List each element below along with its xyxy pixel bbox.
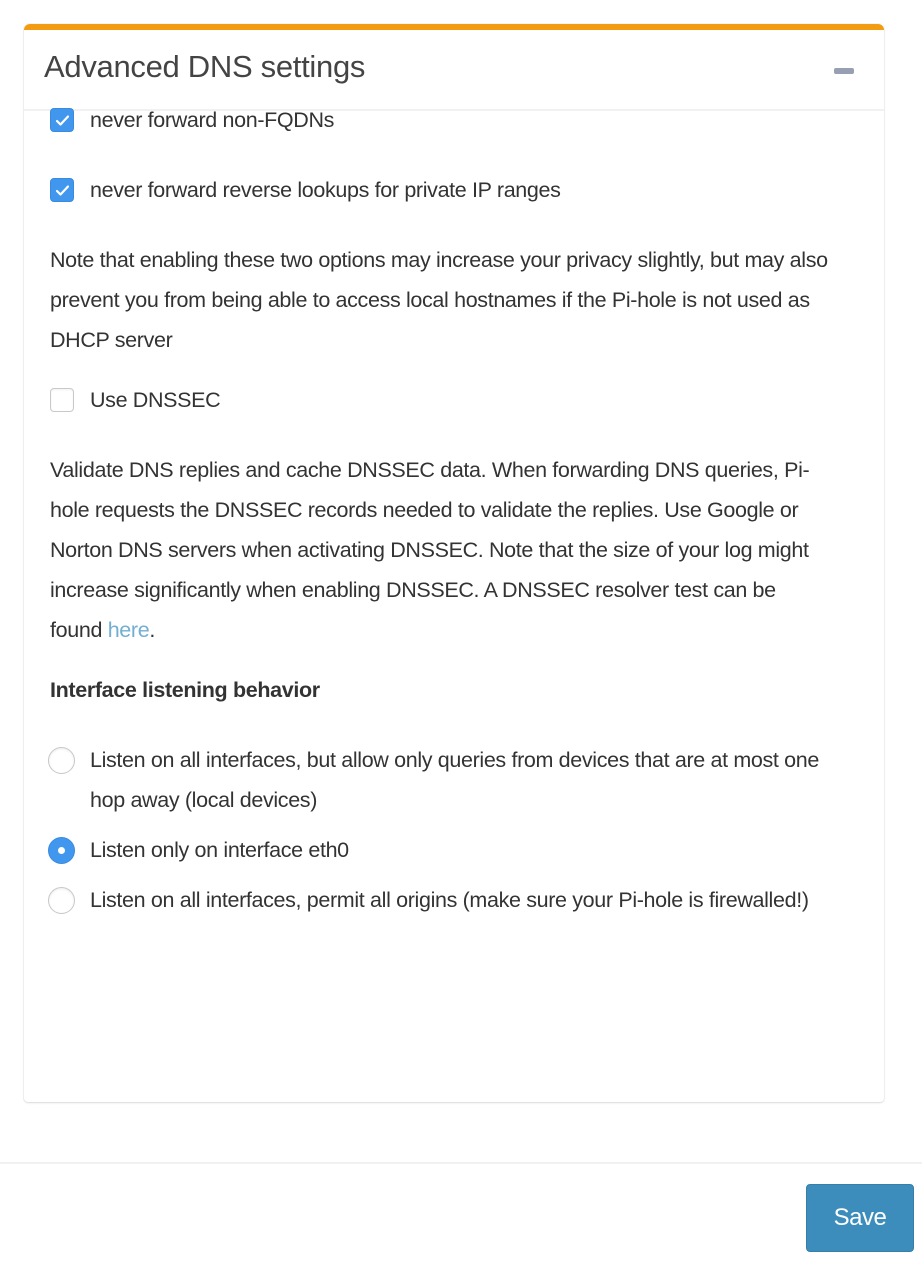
- box-body: [50, 100, 830, 930]
- interface-option-local[interactable]: [50, 740, 830, 820]
- interface-single-label: Listen only on interface eth0: [90, 838, 349, 862]
- interface-option-all[interactable]: [50, 880, 830, 920]
- box-header: [24, 30, 884, 111]
- privacy-note: Note that enabling these two options may increase your privacy slightly, but may also prevent you from being able to access local hostnames if the Pi-hole is not used as DHCP server: [50, 248, 828, 352]
- dnssec-description-suffix: .: [149, 618, 155, 642]
- never-forward-reverse-label: never forward reverse lookups for private IP ranges: [90, 178, 561, 202]
- dnssec-test-link[interactable]: here: [107, 618, 150, 642]
- never-forward-fqdn-option[interactable]: [50, 100, 830, 140]
- dnssec-option[interactable]: [50, 380, 830, 420]
- save-button[interactable]: Save: [806, 1184, 914, 1252]
- box-title: Advanced DNS settings: [44, 49, 366, 84]
- interface-single-radio[interactable]: [48, 837, 75, 864]
- never-forward-fqdn-checkbox[interactable]: [50, 108, 74, 132]
- minus-icon[interactable]: [834, 68, 854, 74]
- dnssec-description: [50, 450, 830, 650]
- checkmark-icon: [55, 184, 70, 197]
- dnssec-label: Use DNSSEC: [90, 388, 221, 412]
- interface-heading: Interface listening behavior: [50, 678, 320, 702]
- dnssec-description-text: Validate DNS replies and cache DNSSEC data. When forwarding DNS queries, Pi-hole requests the DNSSEC records needed to validate the replies. Use Google or Norton DNS servers when activating DNSSEC. Note that the size of your log might increase significantly when enabling DNSSEC. A DNSSEC resolver test can be found: [50, 458, 810, 642]
- interface-local-label: Listen on all interfaces, but allow only queries from devices that are at most one hop away (local devices): [90, 748, 819, 812]
- interface-all-radio[interactable]: [48, 887, 75, 914]
- interface-option-single[interactable]: [50, 830, 830, 870]
- interface-local-radio[interactable]: [48, 747, 75, 774]
- never-forward-reverse-checkbox[interactable]: [50, 178, 74, 202]
- interface-all-label: Listen on all interfaces, permit all origins (make sure your Pi-hole is firewalled!): [90, 888, 809, 912]
- checkmark-icon: [55, 114, 70, 127]
- never-forward-fqdn-label: never forward non-FQDNs: [90, 108, 335, 132]
- footer-divider: [0, 1162, 922, 1164]
- dnssec-checkbox[interactable]: [50, 388, 74, 412]
- never-forward-reverse-option[interactable]: [50, 170, 830, 210]
